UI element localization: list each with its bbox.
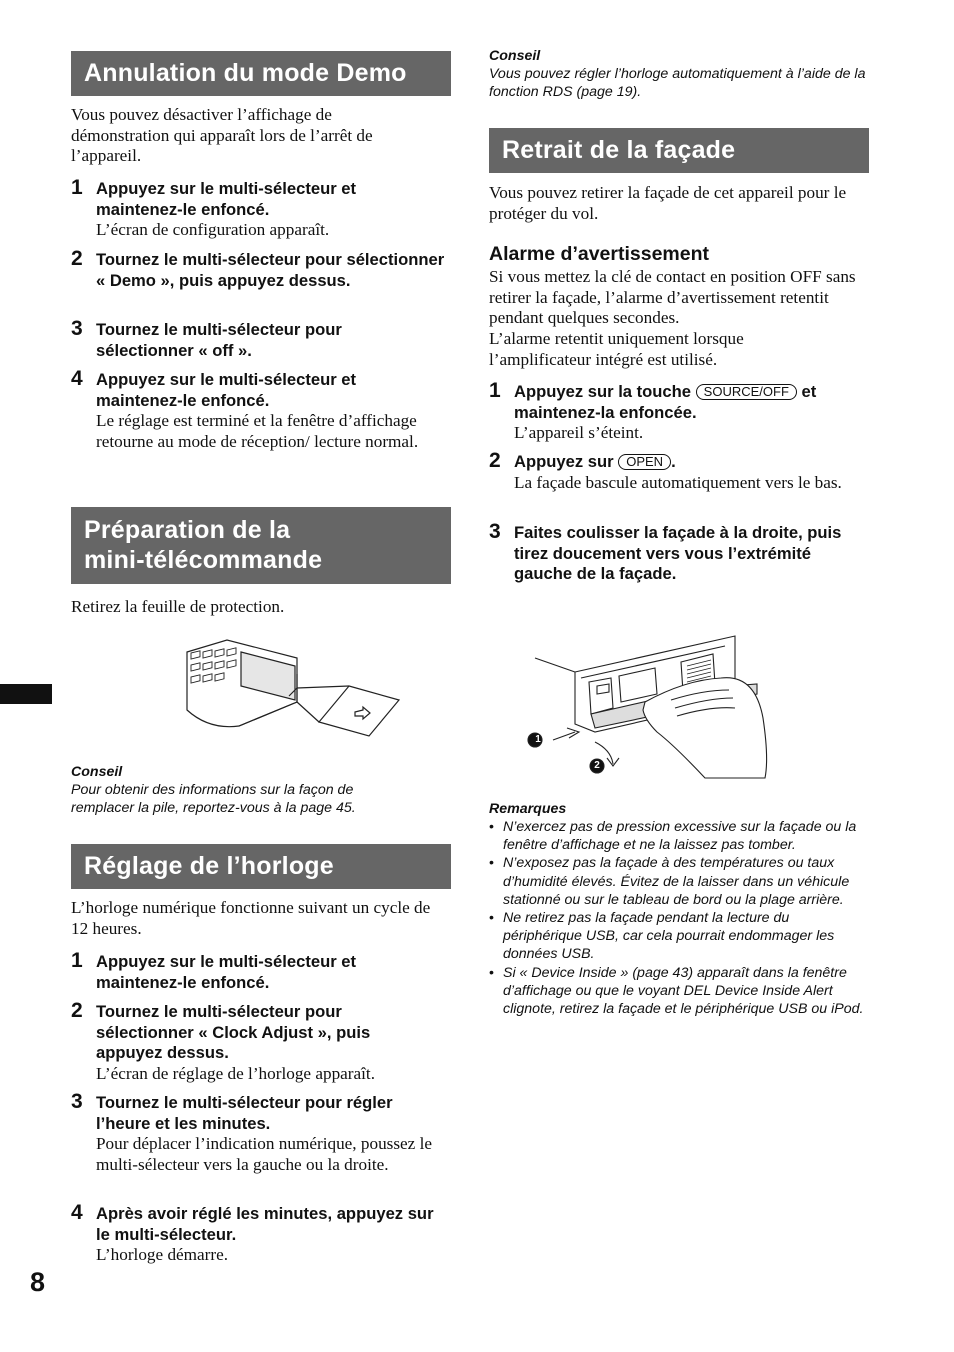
step-text: Appuyez sur [514, 452, 614, 471]
callout-1: 1 [535, 734, 541, 745]
step-title: Faites coulisser la façade à la droite, puis tirez doucement vers vous l’extrémité gauche de la façade. [514, 523, 842, 584]
clock-step-3 [71, 1090, 451, 1175]
heading-text: Réglage de l’horloge [84, 852, 334, 880]
remote-conseil-text: Pour obtenir des informations sur la façon de remplacer la pile, reportez-vous à la page 45. [71, 782, 356, 817]
open-key: OPEN [618, 454, 671, 470]
step-number: 1 [71, 176, 83, 199]
section-heading-demo [71, 51, 451, 96]
clock-step-4 [71, 1201, 451, 1266]
demo-step-2 [71, 247, 451, 291]
faceplate-intro: Vous pouvez retirer la façade de cet appareil pour le protéger du vol. [489, 183, 847, 223]
faceplate-step-1 [489, 379, 869, 444]
remark-item: • Si « Device Inside » (page 43) apparaît dans la fenêtre d’affichage ou que le voyant DEL Device Inside Alert clignote, retirez la façade et le périphérique USB ou iPod. [489, 964, 869, 1019]
step-text: Appuyez sur la touche [514, 382, 692, 401]
section-heading-clock [71, 844, 451, 889]
step-text: . [671, 452, 676, 471]
heading-line-1: Préparation de la [84, 516, 291, 544]
step-title: Tournez le multi-sélecteur pour sélectionner « Clock Adjust », puis appuyez dessus. [96, 1002, 371, 1063]
step-number: 4 [71, 1201, 83, 1224]
heading-text: Retrait de la façade [502, 136, 736, 164]
alarm-text-1: Si vous mettez la clé de contact en position OFF sans retirer la façade, l’alarme d’avertissement retentit pendant quelques secondes. [489, 267, 856, 328]
step-number: 1 [489, 379, 501, 402]
step-number: 3 [71, 317, 83, 340]
step-number: 2 [71, 999, 83, 1022]
clock-step-1 [71, 949, 451, 993]
section-heading-faceplate [489, 128, 869, 173]
remark-item: • N’exposez pas la façade à des températures ou taux d’humidité élevés. Évitez de la laisser dans un véhicule stationné ou sur le tableau de bord ou la plage arrière. [489, 854, 869, 909]
step-detail: Le réglage est terminé et la fenêtre d’affichage retourne au mode de réception/ lecture normal. [96, 411, 419, 451]
alarm-subheading: Alarme d’avertissement [489, 243, 710, 265]
step-title: Appuyez sur le multi-sélecteur et maintenez-le enfoncé. [96, 952, 357, 992]
faceplate-removal-illustration [525, 628, 785, 788]
source-off-key: SOURCE/OFF [696, 384, 797, 400]
step-title: Tournez le multi-sélecteur pour sélectionner « off ». [96, 320, 342, 360]
demo-intro: Vous pouvez désactiver l’affichage de démonstration qui apparaît lors de l’arrêt de l’appareil. [71, 105, 373, 166]
alarm-text-2: L’alarme retentit uniquement lorsque l’amplificateur intégré est utilisé. [489, 329, 744, 369]
step-detail: L’appareil s’éteint. [514, 423, 644, 443]
step-number: 2 [489, 449, 501, 472]
step-detail: Pour déplacer l’indication numérique, poussez le multi-sélecteur vers la gauche ou la droite. [96, 1134, 433, 1174]
step-number: 4 [71, 367, 83, 390]
page-number: 8 [30, 1267, 46, 1297]
remark-item: • N’exercez pas de pression excessive sur la façade ou la fenêtre d’affichage et ne la laissez pas tomber. [489, 818, 869, 854]
step-detail: L’écran de configuration apparaît. [96, 220, 330, 240]
demo-step-4 [71, 367, 451, 452]
step-number: 3 [71, 1090, 83, 1113]
remark-item: • Ne retirez pas la façade pendant la lecture du périphérique USB, car cela pourrait endommager les données USB. [489, 909, 869, 964]
step-detail: La façade bascule automatiquement vers le bas. [514, 472, 842, 492]
callout-2: 2 [594, 760, 600, 771]
step-title [514, 382, 869, 423]
step-title [514, 452, 869, 473]
step-detail: L’écran de réglage de l’horloge apparaît. [96, 1063, 375, 1083]
step-title: Tournez le multi-sélecteur pour régler l’heure et les minutes. [96, 1093, 393, 1133]
remote-conseil-title: Conseil [71, 764, 123, 780]
remote-control-illustration [179, 630, 409, 742]
chapter-tab-marker [0, 684, 52, 704]
remote-intro: Retirez la feuille de protection. [71, 597, 285, 616]
clock-conseil-title: Conseil [489, 48, 541, 64]
clock-intro: L’horloge numérique fonctionne suivant un cycle de 12 heures. [71, 898, 431, 938]
step-title: Appuyez sur le multi-sélecteur et maintenez-le enfoncé. [96, 370, 357, 410]
faceplate-step-3 [489, 520, 869, 585]
clock-conseil-text: Vous pouvez régler l’horloge automatiquement à l’aide de la fonction RDS (page 19). [489, 66, 866, 101]
step-detail: L’horloge démarre. [96, 1245, 229, 1265]
clock-step-2 [71, 999, 451, 1084]
remarks-title: Remarques [489, 801, 567, 817]
step-number: 3 [489, 520, 501, 543]
step-text: et maintenez-la enfoncée. [514, 382, 817, 422]
heading-text: Annulation du mode Demo [84, 59, 407, 87]
section-heading-remote [71, 507, 451, 584]
demo-step-3 [71, 317, 451, 361]
heading-line-2: mini-télécommande [84, 546, 323, 574]
demo-step-1 [71, 176, 451, 241]
step-title: Après avoir réglé les minutes, appuyez sur le multi-sélecteur. [96, 1204, 434, 1244]
step-number: 2 [71, 247, 83, 270]
step-number: 1 [71, 949, 83, 972]
remarks-list [489, 818, 869, 1018]
step-title: Appuyez sur le multi-sélecteur et maintenez-le enfoncé. [96, 179, 357, 219]
faceplate-step-2 [489, 449, 869, 493]
step-title: Tournez le multi-sélecteur pour sélectionner « Demo », puis appuyez dessus. [96, 250, 445, 290]
